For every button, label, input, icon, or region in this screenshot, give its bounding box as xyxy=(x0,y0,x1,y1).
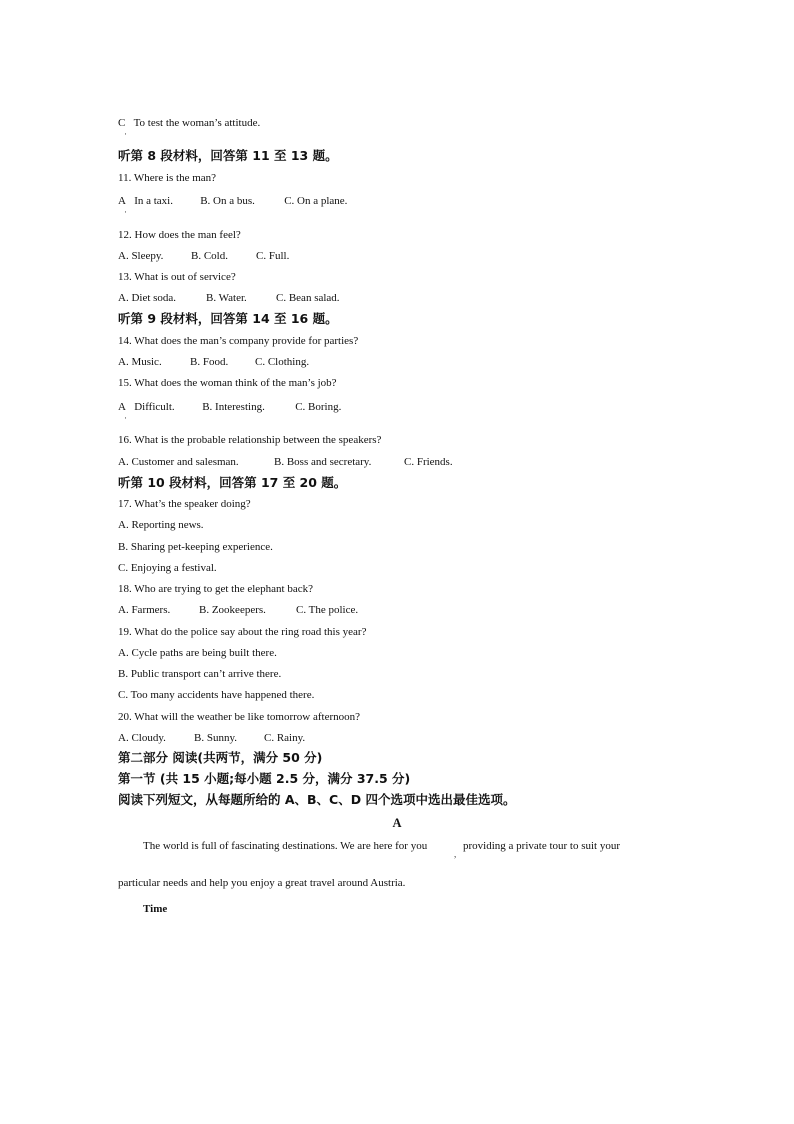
q19-option-c: C. Too many accidents have happened there. xyxy=(118,689,315,701)
passage-label: A xyxy=(392,816,402,830)
option-c: C. Rainy. xyxy=(264,732,306,744)
q20-question: 20. What will the weather be like tomorrow afternoon? xyxy=(118,711,361,723)
q11-question: 11. Where is the man? xyxy=(118,172,217,184)
q13-options xyxy=(118,291,340,305)
option-a: Difficult. xyxy=(134,401,175,413)
section-8-heading: 听第 8 段材料，回答第 11 至 13 题。 xyxy=(118,148,338,163)
option-a: A. Cloudy. xyxy=(118,732,166,744)
option-b: B. Water. xyxy=(206,292,247,304)
q18-question: 18. Who are trying to get the elephant back? xyxy=(118,583,313,595)
option-a: A. Diet soda. xyxy=(118,292,177,304)
q17-question: 17. What’s the speaker doing? xyxy=(118,498,251,510)
option-c: C. Bean salad. xyxy=(276,292,340,304)
option-a: In a taxi. xyxy=(134,195,173,207)
option-b: B. Food. xyxy=(190,356,229,368)
q18-options xyxy=(118,603,358,617)
q14-question: 14. What does the man’s company provide for parties? xyxy=(118,335,359,347)
option-b: B. On a bus. xyxy=(200,195,255,207)
q20-options xyxy=(118,731,305,745)
q17-option-c: C. Enjoying a festival. xyxy=(118,562,217,574)
q16-options xyxy=(118,455,453,469)
dot-mark: · xyxy=(124,413,127,423)
passage-line-2: particular needs and help you enjoy a great travel around Austria. xyxy=(118,877,406,889)
part-2-heading: 第二部分 阅读(共两节，满分 50 分) xyxy=(118,750,323,765)
q19-option-b: B. Public transport can’t arrive there. xyxy=(118,668,282,680)
option-b: B. Sunny. xyxy=(194,732,237,744)
option-a: A. Customer and salesman. xyxy=(118,456,239,468)
q15-question: 15. What does the woman think of the man’s job? xyxy=(118,377,337,389)
dot-mark: · xyxy=(124,207,127,217)
option-b: B. Cold. xyxy=(191,250,228,262)
section-10-heading: 听第 10 段材料，回答第 17 至 20 题。 xyxy=(118,475,347,490)
option-letter: A xyxy=(118,195,126,207)
option-c: C. On a plane. xyxy=(284,195,348,207)
comma-mark: , xyxy=(454,849,457,859)
q11-options xyxy=(118,194,347,208)
option-c: C. Friends. xyxy=(404,456,453,468)
q10-option-c xyxy=(118,116,260,130)
q17-option-a: A. Reporting news. xyxy=(118,519,204,531)
q17-option-b: B. Sharing pet-keeping experience. xyxy=(118,541,273,553)
time-label: Time xyxy=(143,903,168,915)
option-c: C. Full. xyxy=(256,250,290,262)
option-c: C. Clothing. xyxy=(255,356,310,368)
option-b: B. Interesting. xyxy=(202,401,265,413)
section-9-heading: 听第 9 段材料，回答第 14 至 16 题。 xyxy=(118,311,338,326)
reading-instruction: 阅读下列短文，从每题所给的 A、B、C、D 四个选项中选出最佳选项。 xyxy=(118,792,516,807)
option-c: C. Boring. xyxy=(295,401,342,413)
option-a: A. Music. xyxy=(118,356,162,368)
option-letter: A xyxy=(118,401,126,413)
q15-options xyxy=(118,400,341,414)
option-text: To test the woman’s attitude. xyxy=(133,117,261,129)
section-1-heading: 第一节 (共 15 小题;每小题 2.5 分，满分 37.5 分) xyxy=(118,771,411,786)
option-c: C. The police. xyxy=(296,604,359,616)
q19-option-a: A. Cycle paths are being built there. xyxy=(118,647,277,659)
passage-line-1b: providing a private tour to suit your xyxy=(463,840,621,852)
option-letter: C xyxy=(118,117,126,129)
q19-question: 19. What do the police say about the ring road this year? xyxy=(118,626,367,638)
option-a: A. Farmers. xyxy=(118,604,171,616)
option-a: A. Sleepy. xyxy=(118,250,164,262)
q12-question: 12. How does the man feel? xyxy=(118,229,241,241)
option-b: B. Zookeepers. xyxy=(199,604,266,616)
q13-question: 13. What is out of service? xyxy=(118,271,236,283)
q14-options xyxy=(118,355,309,369)
q16-question: 16. What is the probable relationship between the speakers? xyxy=(118,434,382,446)
q12-options xyxy=(118,249,289,263)
option-b: B. Boss and secretary. xyxy=(274,456,372,468)
passage-line-1a: The world is full of fascinating destinations. We are here for you xyxy=(143,840,428,852)
dot-mark: · xyxy=(124,129,127,139)
